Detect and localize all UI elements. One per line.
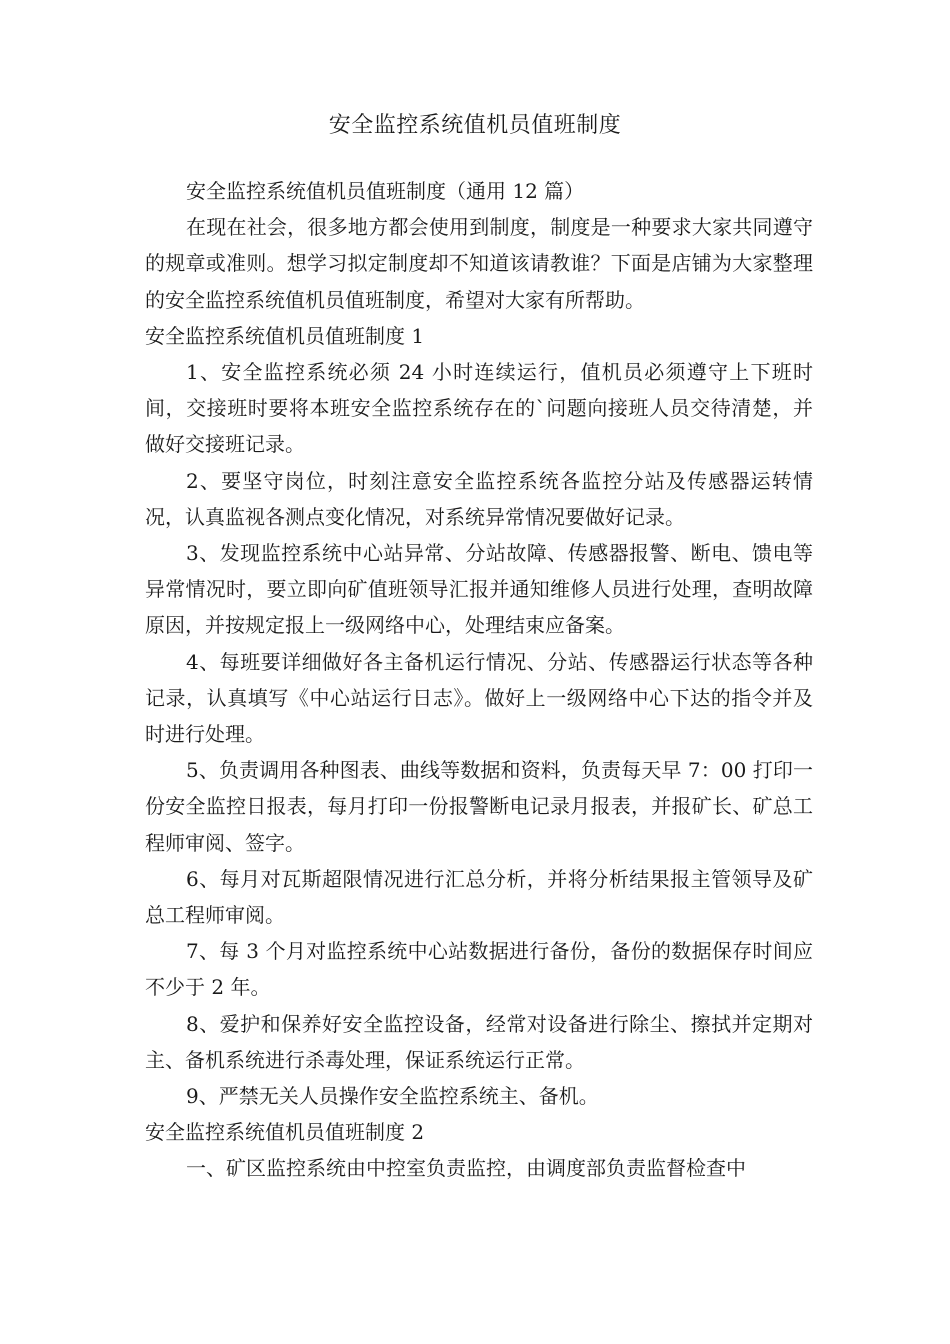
rule-item-9: 9、严禁无关人员操作安全监控系统主、备机。 xyxy=(186,1084,599,1109)
intro-paragraph: 在现在社会，很多地方都会使用到制度，制度是一种要求大家共同遵守的规章或准则。想学习拟定制度却不知道该请教谁？下面是店铺为大家整理的安全监控系统值机员值班制度，希望对大家有所帮助。 xyxy=(145,215,813,312)
section-heading-1: 安全监控系统值机员值班制度 1 xyxy=(145,323,425,348)
rule-item-6: 6、每月对瓦斯超限情况进行汇总分析，并将分析结果报主管领导及矿总工程师审阅。 xyxy=(145,866,813,928)
section-2-item-1: 一、矿区监控系统由中控室负责监控，由调度部负责监督检查中 xyxy=(186,1156,746,1181)
rule-item-4: 4、每班要详细做好各主备机运行情况、分站、传感器运行状态等各种记录，认真填写《中心站运行日志》。做好上一级网络中心下达的指令并及时进行处理。 xyxy=(145,649,813,747)
subtitle-paragraph: 安全监控系统值机员值班制度（通用 12 篇） xyxy=(186,179,585,203)
rule-item-1: 1、安全监控系统必须 24 小时连续运行，值机员必须遵守上下班时间，交接班时要将本班安全监控系统存在的`问题向接班人员交待清楚，并做好交接班记录。 xyxy=(145,360,813,457)
rule-item-2: 2、要坚守岗位，时刻注意安全监控系统各监控分站及传感器运转情况，认真监视各测点变化情况，对系统异常情况要做好记录。 xyxy=(145,468,813,529)
rule-item-7: 7、每 3 个月对监控系统中心站数据进行备份，备份的数据保存时间应不少于 2 年。 xyxy=(145,939,813,1000)
document-title: 安全监控系统值机员值班制度 xyxy=(328,113,622,138)
rule-item-5: 5、负责调用各种图表、曲线等数据和资料，负责每天早 7：00 打印一份安全监控日报表，每月打印一份报警断电记录月报表，并报矿长、矿总工程师审阅、签字。 xyxy=(145,758,813,855)
rule-item-3: 3、发现监控系统中心站异常、分站故障、传感器报警、断电、馈电等异常情况时，要立即向矿值班领导汇报并通知维修人员进行处理，查明故障原因，并按规定报上一级网络中心，处理结束应备案。 xyxy=(145,541,813,638)
section-heading-2: 安全监控系统值机员值班制度 2 xyxy=(145,1120,425,1145)
document-body xyxy=(145,173,813,1187)
rule-item-8: 8、爱护和保养好安全监控设备，经常对设备进行除尘、擦拭并定期对主、备机系统进行杀毒处理，保证系统运行正常。 xyxy=(145,1011,813,1072)
